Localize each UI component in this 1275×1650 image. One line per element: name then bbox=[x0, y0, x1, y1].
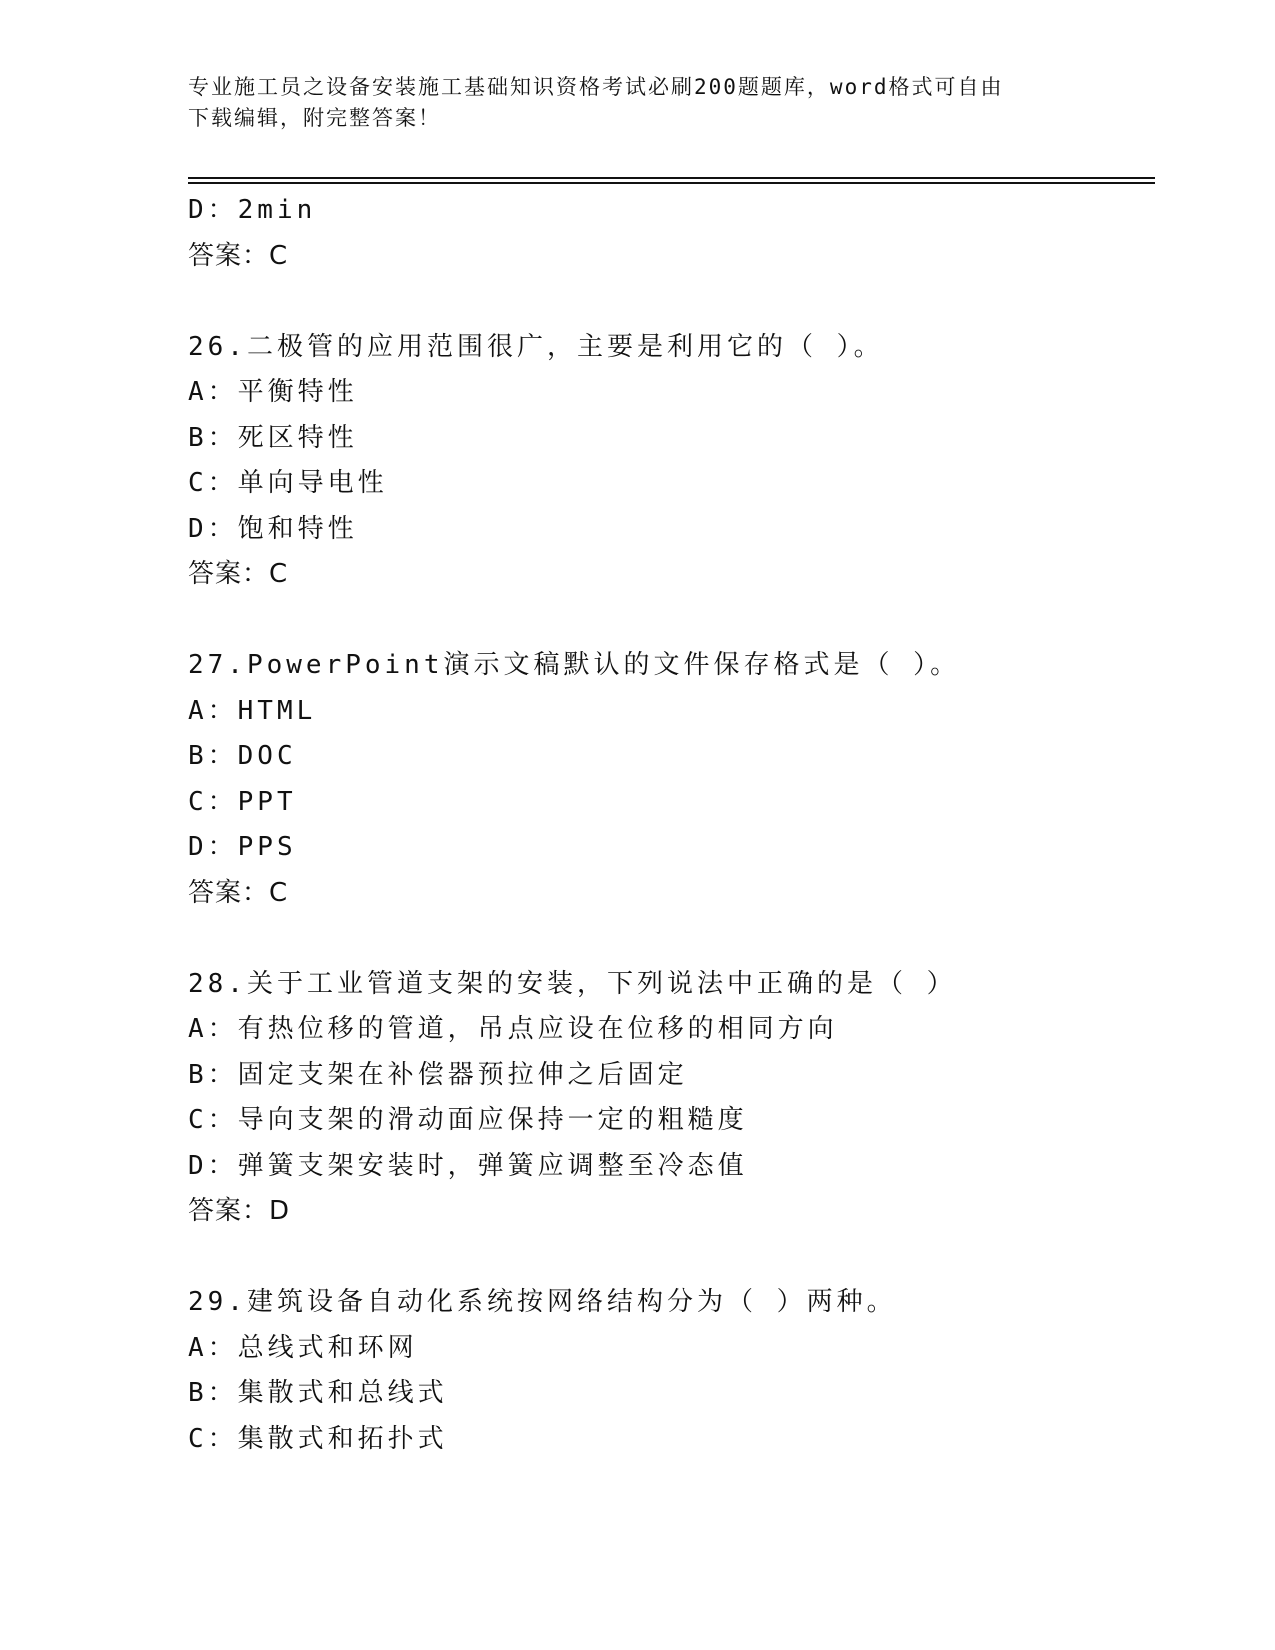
question-stem-29: 29.建筑设备自动化系统按网络结构分为（ ）两种。 bbox=[188, 1287, 897, 1317]
option-a: A：总线式和环网 bbox=[188, 1332, 418, 1363]
option-b: B：死区特性 bbox=[188, 422, 358, 453]
option-a: A：有热位移的管道，吊点应设在位移的相同方向 bbox=[188, 1014, 838, 1044]
question-list bbox=[188, 188, 1148, 1462]
header-line-1: 专业施工员之设备安装施工基础知识资格考试必刷200题题库，word格式可自由 bbox=[188, 75, 1004, 99]
option-c: C：PPT bbox=[188, 786, 297, 817]
question-stem-26: 26.二极管的应用范围很广，主要是利用它的（ ）。 bbox=[188, 331, 884, 362]
option-a: A：HTML bbox=[188, 695, 317, 726]
question-stem-28: 28.关于工业管道支架的安装，下列说法中正确的是（ ） bbox=[188, 968, 957, 999]
spacer bbox=[188, 279, 1148, 325]
answer-line: 答案：C bbox=[188, 877, 289, 908]
answer-line: 答案：C bbox=[188, 240, 289, 271]
spacer bbox=[188, 916, 1148, 962]
option-c: C：集散式和拓扑式 bbox=[188, 1423, 448, 1454]
spacer bbox=[188, 598, 1148, 644]
header-line-2: 下载编辑，附完整答案！ bbox=[188, 106, 441, 130]
option-d: D：饱和特性 bbox=[188, 513, 358, 544]
answer-line: 答案：C bbox=[188, 559, 289, 589]
option-a: A：平衡特性 bbox=[188, 377, 358, 407]
option-d: D：PPS bbox=[188, 832, 297, 862]
option-c: C：单向导电性 bbox=[188, 468, 388, 498]
option-b: B：固定支架在补偿器预拉伸之后固定 bbox=[188, 1059, 688, 1090]
option-b: B：DOC bbox=[188, 741, 297, 771]
question-stem-27: 27.PowerPoint演示文稿默认的文件保存格式是（ ）。 bbox=[188, 650, 961, 680]
header-divider-top bbox=[188, 177, 1155, 179]
option-d: D：2min bbox=[188, 195, 317, 225]
answer-line: 答案：D bbox=[188, 1196, 291, 1226]
spacer bbox=[188, 1235, 1148, 1281]
header-divider-bottom bbox=[188, 182, 1155, 184]
option-c: C：导向支架的滑动面应保持一定的粗糙度 bbox=[188, 1105, 748, 1135]
option-d: D：弹簧支架安装时，弹簧应调整至冷态值 bbox=[188, 1150, 748, 1181]
option-b: B：集散式和总线式 bbox=[188, 1378, 448, 1408]
document-header bbox=[188, 72, 1088, 134]
